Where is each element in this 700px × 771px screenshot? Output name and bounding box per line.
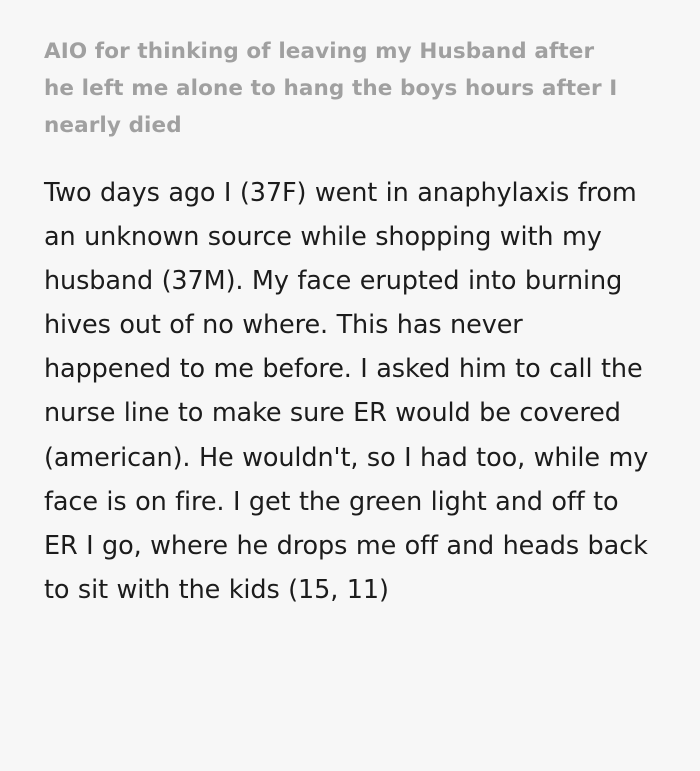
post-body-text: Two days ago I (37F) went in anaphylaxis from an unknown source while shopping with my husband (37M). My face erupted into burning hives out of no where. This has never happened to me before. I asked him to call the nurse line to make sure ER would be covered (american). He wouldn't, so I had too, while my face is on fire. I get the green light and off to ER I go, where he drops me off and heads back to sit with the kids (15, 11) <box>44 177 649 605</box>
post-title: AIO for thinking of leaving my Husband after he left me alone to hang the boys hours after I nearly died <box>44 39 618 138</box>
